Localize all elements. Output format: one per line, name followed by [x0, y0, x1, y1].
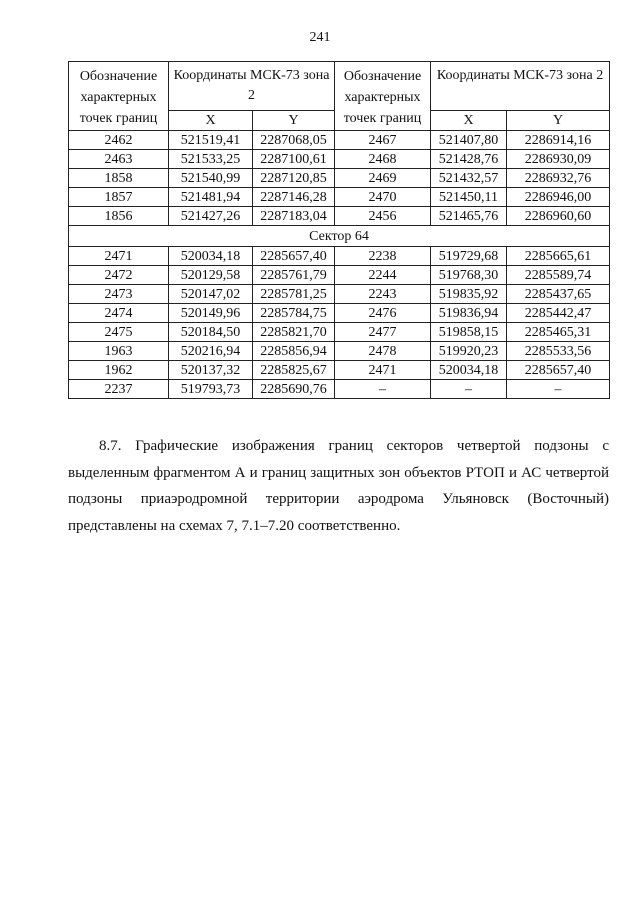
cell-x-left: 520149,96	[169, 304, 253, 323]
cell-y-left: 2287183,04	[253, 207, 335, 226]
cell-x-right: 520034,18	[431, 361, 507, 380]
cell-point-right: 2477	[335, 323, 431, 342]
cell-x-right: 521407,80	[431, 131, 507, 150]
cell-x-left: 521481,94	[169, 188, 253, 207]
table-row	[69, 285, 610, 304]
cell-x-left: 521427,26	[169, 207, 253, 226]
header-x-right: X	[431, 111, 507, 131]
cell-y-left: 2285690,76	[253, 380, 335, 399]
table-row	[69, 150, 610, 169]
cell-x-left: 520129,58	[169, 266, 253, 285]
cell-y-right: 2286932,76	[507, 169, 610, 188]
cell-x-left: 520034,18	[169, 247, 253, 266]
table-row	[69, 207, 610, 226]
cell-point-left: 1857	[69, 188, 169, 207]
cell-y-right: 2285533,56	[507, 342, 610, 361]
cell-x-left: 521533,25	[169, 150, 253, 169]
cell-x-right: 521432,57	[431, 169, 507, 188]
cell-y-left: 2285784,75	[253, 304, 335, 323]
cell-y-right: 2286930,09	[507, 150, 610, 169]
cell-x-right: 521450,11	[431, 188, 507, 207]
paragraph-text: 8.7. Графические изображения границ секторов четвертой подзоны с выделенным фрагментом А и границ защитных зон объектов РТОП и АС четвертой подзоны приаэродромной территории аэродрома Ульяновск (Восточный) представлены на схемах 7, 7.1–7.20 соответственно.	[68, 438, 609, 534]
cell-y-left: 2285856,94	[253, 342, 335, 361]
cell-point-left: 2463	[69, 150, 169, 169]
cell-point-right: 2471	[335, 361, 431, 380]
table-row	[69, 342, 610, 361]
cell-y-right: 2286960,60	[507, 207, 610, 226]
table-row	[69, 247, 610, 266]
cell-point-left: 2473	[69, 285, 169, 304]
cell-x-right: 519920,23	[431, 342, 507, 361]
sector-title: Сектор 64	[69, 226, 610, 247]
cell-point-right: 2478	[335, 342, 431, 361]
cell-point-right: 2476	[335, 304, 431, 323]
cell-y-left: 2287120,85	[253, 169, 335, 188]
cell-y-right: 2285465,31	[507, 323, 610, 342]
cell-point-left: 2471	[69, 247, 169, 266]
cell-y-right: 2285442,47	[507, 304, 610, 323]
cell-point-left: 1858	[69, 169, 169, 188]
table-row	[69, 323, 610, 342]
cell-point-left: 1856	[69, 207, 169, 226]
cell-x-right: 519858,15	[431, 323, 507, 342]
cell-y-right: –	[507, 380, 610, 399]
header-x-left: X	[169, 111, 253, 131]
cell-point-right: 2243	[335, 285, 431, 304]
page-number: 241	[309, 30, 331, 45]
cell-x-right: –	[431, 380, 507, 399]
cell-y-right: 2285589,74	[507, 266, 610, 285]
cell-x-right: 519768,30	[431, 266, 507, 285]
cell-point-left: 2475	[69, 323, 169, 342]
cell-x-right: 519836,94	[431, 304, 507, 323]
table-body-top	[69, 131, 610, 226]
cell-y-right: 2286914,16	[507, 131, 610, 150]
sector-row	[69, 226, 610, 247]
cell-x-right: 519835,92	[431, 285, 507, 304]
table-row	[69, 169, 610, 188]
cell-y-right: 2285665,61	[507, 247, 610, 266]
cell-point-left: 1962	[69, 361, 169, 380]
table-row	[69, 188, 610, 207]
header-coords-left: Координаты МСК-73 зона 2	[169, 62, 335, 111]
coordinates-table	[68, 61, 610, 399]
cell-x-left: 521540,99	[169, 169, 253, 188]
table-row	[69, 361, 610, 380]
cell-point-left: 2474	[69, 304, 169, 323]
cell-y-left: 2285821,70	[253, 323, 335, 342]
cell-y-left: 2287068,05	[253, 131, 335, 150]
cell-point-right: 2469	[335, 169, 431, 188]
cell-point-right: 2244	[335, 266, 431, 285]
table-row	[69, 266, 610, 285]
cell-x-left: 520184,50	[169, 323, 253, 342]
cell-y-right: 2286946,00	[507, 188, 610, 207]
cell-point-right: 2468	[335, 150, 431, 169]
header-designation-left: Обозначение характерных точек границ	[69, 62, 169, 131]
cell-x-left: 521519,41	[169, 131, 253, 150]
cell-y-right: 2285437,65	[507, 285, 610, 304]
header-designation-right: Обозначение характерных точек границ	[335, 62, 431, 131]
cell-x-right: 521465,76	[431, 207, 507, 226]
cell-point-right: 2470	[335, 188, 431, 207]
table-header-row	[69, 62, 610, 111]
cell-y-left: 2287100,61	[253, 150, 335, 169]
cell-y-left: 2285657,40	[253, 247, 335, 266]
cell-y-left: 2285761,79	[253, 266, 335, 285]
cell-point-left: 2237	[69, 380, 169, 399]
header-coords-right: Координаты МСК-73 зона 2	[431, 62, 610, 111]
cell-point-right: 2467	[335, 131, 431, 150]
header-y-left: Y	[253, 111, 335, 131]
cell-x-right: 521428,76	[431, 150, 507, 169]
cell-x-left: 520147,02	[169, 285, 253, 304]
cell-point-left: 1963	[69, 342, 169, 361]
table-row	[69, 380, 610, 399]
table-row	[69, 131, 610, 150]
cell-point-right: 2456	[335, 207, 431, 226]
cell-point-right: –	[335, 380, 431, 399]
header-y-right: Y	[507, 111, 610, 131]
table-body-bottom	[69, 247, 610, 399]
cell-y-left: 2285781,25	[253, 285, 335, 304]
cell-point-right: 2238	[335, 247, 431, 266]
cell-point-left: 2472	[69, 266, 169, 285]
cell-y-right: 2285657,40	[507, 361, 610, 380]
cell-x-left: 520137,32	[169, 361, 253, 380]
cell-point-left: 2462	[69, 131, 169, 150]
cell-y-left: 2287146,28	[253, 188, 335, 207]
cell-y-left: 2285825,67	[253, 361, 335, 380]
cell-x-left: 519793,73	[169, 380, 253, 399]
cell-x-right: 519729,68	[431, 247, 507, 266]
cell-x-left: 520216,94	[169, 342, 253, 361]
table-row	[69, 304, 610, 323]
